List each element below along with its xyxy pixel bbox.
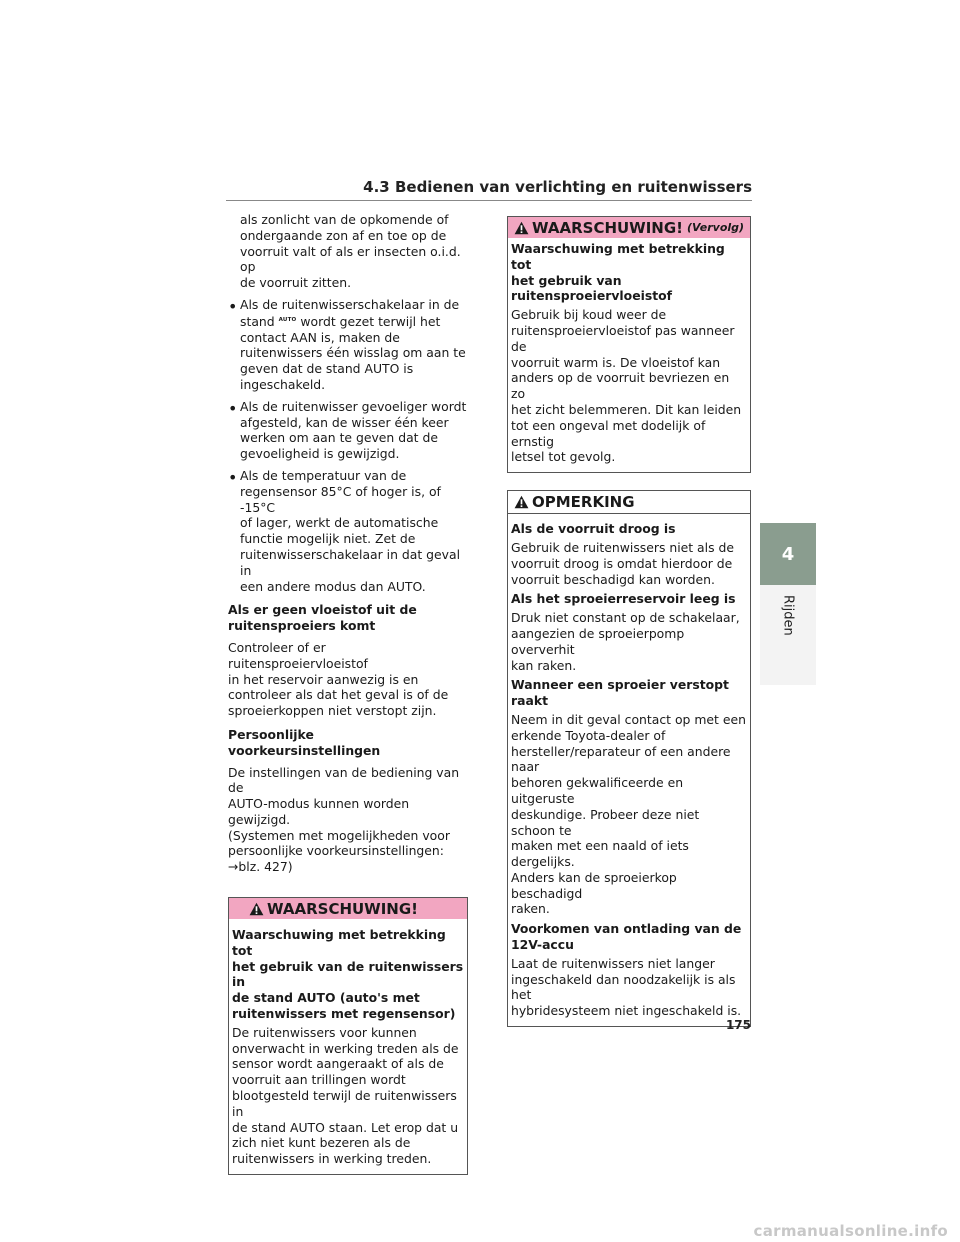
text-line: letsel tot gevolg. (511, 449, 616, 465)
heading-line: Persoonlijke voorkeursinstellingen (228, 726, 381, 758)
notice-text-dry (511, 540, 747, 587)
heading-line: ruitensproeiers komt (228, 618, 376, 634)
heading-line: Als er geen vloeistof uit de (228, 602, 417, 618)
text-line: raken. (511, 901, 550, 917)
intro-continuation (228, 212, 468, 291)
text-line: maken met een naald of iets dergelijks. (511, 838, 689, 870)
text-line: Druk niet constant op de schakelaar, (511, 610, 740, 626)
text-line: voorruit valt of als er insecten o.i.d. op (240, 243, 461, 275)
text-line (240, 313, 468, 330)
subheading-no-fluid (228, 602, 468, 634)
text-line: regensensor 85°C of hoger is, of -15°C (240, 483, 441, 515)
text-line: tot een ongeval met dodelijk of ernstig (511, 417, 706, 449)
paragraph-preferences (228, 765, 468, 876)
warning-box-header (229, 898, 467, 919)
warning-text (232, 1025, 464, 1167)
text-line: Als de ruitenwisserschakelaar in de (240, 296, 460, 312)
warning-box-header (508, 217, 750, 238)
bullet-item-sensitivity (228, 399, 468, 462)
notice-heading-empty (511, 591, 747, 607)
notice-text-battery (511, 956, 747, 1019)
text-line: Neem in dit geval contact op met een (511, 711, 746, 727)
text-line: functie mogelijk niet. Zet de (240, 531, 416, 547)
notice-heading-battery (511, 921, 747, 953)
text-line: de voorruit zitten. (240, 275, 352, 291)
text-line: in het reservoir aanwezig is en (228, 671, 419, 687)
warning-triangle-icon (514, 221, 529, 235)
subheading-preferences (228, 727, 468, 759)
text-line: sproeierkoppen niet verstopt zijn. (228, 703, 437, 719)
left-column (228, 212, 468, 1175)
heading-line: ruitenwissers met regensensor) (232, 1006, 456, 1022)
text-line: als zonlicht van de opkomende of (240, 212, 449, 227)
warning-continued-label: (Vervolg) (687, 221, 745, 234)
text-line: deskundige. Probeer deze niet schoon te (511, 806, 700, 838)
warning-triangle-icon (249, 902, 264, 916)
chapter-title: Rijden (780, 595, 796, 636)
heading-line: Als de voorruit droog is (511, 521, 676, 537)
warning-box-body (508, 238, 750, 472)
notice-box-body (508, 514, 750, 1026)
heading-line: Waarschuwing met betrekking tot (232, 927, 446, 958)
text-line: Als de temperatuur van de (240, 467, 407, 483)
text-line: ruitenwissers één wisslag om aan te (240, 345, 466, 361)
chapter-tab[interactable] (760, 523, 816, 585)
text-line: zich niet kunt bezeren als de (232, 1135, 411, 1151)
warning-triangle-icon (514, 495, 529, 509)
watermark: carmanualsonline.info (753, 1222, 948, 1240)
warning-title: WAARSCHUWING! (532, 218, 684, 237)
text-line: de stand AUTO staan. Let erop dat u (232, 1119, 459, 1135)
text-line: contact AAN is, maken de (240, 329, 400, 345)
heading-line: het gebruik van (511, 272, 622, 288)
paragraph-check-fluid (228, 640, 468, 719)
text-fragment: stand (240, 313, 275, 329)
text-line: hybridesysteem niet ingeschakeld is. (511, 1003, 742, 1019)
text-line: controleer als dat het geval is of de (228, 687, 449, 703)
text-line: hersteller/reparateur of een andere naar (511, 743, 731, 775)
text-line: ruitensproeiervloeistof pas wanneer de (511, 322, 735, 354)
text-line: blootgesteld terwijl de ruitenwissers in (232, 1088, 457, 1119)
text-line: ingeschakeld dan noodzakelijk is als het (511, 971, 736, 1003)
chapter-label (760, 585, 816, 685)
bullet-dot: • (228, 467, 238, 487)
heading-line: Waarschuwing met betrekking tot (511, 241, 725, 272)
heading-line: Voorkomen van ontlading van de (511, 921, 742, 937)
bullet-item-auto-mode (228, 297, 468, 393)
notice-box-header (508, 491, 750, 514)
notice-box (507, 490, 751, 1027)
section-header: 4.3 Bedienen van verlichting en ruitenwissers (226, 178, 752, 201)
warning-heading (232, 927, 464, 1022)
text-line: kan raken. (511, 657, 577, 673)
page-reference-link[interactable]: →blz. 427) (228, 859, 293, 875)
text-line: aangezien de sproeierpomp oververhit (511, 625, 685, 657)
heading-line: de stand AUTO (auto's met (232, 990, 420, 1006)
text-line: voorruit droog is omdat hierdoor de (511, 555, 733, 571)
warning-box-body (229, 919, 467, 1174)
page-number: 175 (725, 1018, 751, 1032)
text-line: voorruit warm is. De vloeistof kan (511, 354, 721, 370)
text-line: geven dat de stand AUTO is (240, 361, 414, 377)
text-line: voorruit beschadigd kan worden. (511, 571, 715, 587)
text-line: gevoeligheid is gewijzigd. (240, 446, 400, 462)
notice-heading-clogged (511, 677, 747, 709)
chapter-number: 4 (781, 543, 795, 565)
text-line: Controleer of er ruitensproeiervloeistof (228, 639, 368, 671)
text-line: Anders kan de sproeierkop beschadigd (511, 869, 677, 901)
notice-heading-dry (511, 521, 747, 537)
text-line: sensor wordt aangeraakt of als de (232, 1056, 444, 1072)
text-line: afgesteld, kan de wisser één keer (240, 414, 449, 430)
text-line: De ruitenwissers voor kunnen (232, 1024, 417, 1040)
warning-box-auto-mode (228, 897, 468, 1175)
text-line: of lager, werkt de automatische (240, 515, 439, 531)
bullet-dot: • (228, 398, 238, 418)
heading-line: 12V-accu (511, 937, 574, 953)
text-line: anders op de voorruit bevriezen en zo (511, 370, 730, 402)
text-fragment: wordt gezet terwijl het (300, 313, 441, 329)
warning-title: WAARSCHUWING! (267, 899, 419, 918)
text-line: erkende Toyota-dealer of (511, 727, 666, 743)
warning-heading (511, 241, 747, 304)
text-line: ondergaande zon af en toe op de (240, 227, 447, 243)
text-line: werken om aan te geven dat de (240, 430, 438, 446)
heading-line: Wanneer een sproeier verstopt raakt (511, 677, 729, 709)
warning-box-washer-fluid (507, 216, 751, 473)
text-line: Laat de ruitenwissers niet langer (511, 955, 715, 971)
text-line: voorruit aan trillingen wordt (232, 1072, 406, 1088)
notice-text-clogged (511, 712, 747, 917)
text-line: persoonlijke voorkeursinstellingen: (228, 843, 444, 859)
text-line: onverwacht in werking treden als de (232, 1040, 459, 1056)
bullet-dot: • (228, 296, 238, 316)
auto-icon: AUTO (278, 316, 297, 323)
text-line: AUTO-modus kunnen worden gewijzigd. (228, 796, 410, 827)
bullet-item-temperature (228, 468, 468, 594)
notice-title: OPMERKING (532, 493, 635, 512)
warning-text (511, 307, 747, 465)
text-line: het zicht belemmeren. Dit kan leiden (511, 401, 742, 417)
heading-line: ruitensproeiervloeistof (511, 288, 673, 304)
text-line: (Systemen met mogelijkheden voor (228, 827, 450, 843)
text-line: De instellingen van de bediening van de (228, 764, 460, 796)
text-line: een andere modus dan AUTO. (240, 578, 426, 594)
text-line: ingeschakeld. (240, 376, 326, 392)
heading-line: Als het sproeierreservoir leeg is (511, 591, 736, 607)
text-line: ruitenwissers in werking treden. (232, 1151, 432, 1167)
text-line: Als de ruitenwisser gevoeliger wordt (240, 398, 467, 414)
notice-text-empty (511, 610, 747, 673)
right-column (507, 216, 751, 1027)
heading-line: het gebruik van de ruitenwissers in (232, 958, 464, 990)
text-line: behoren gekwalificeerde en uitgeruste (511, 775, 684, 806)
text-line: Gebruik bij koud weer de (511, 307, 667, 323)
text-line: Gebruik de ruitenwissers niet als de (511, 539, 734, 555)
text-line: ruitenwisserschakelaar in dat geval in (240, 546, 461, 578)
